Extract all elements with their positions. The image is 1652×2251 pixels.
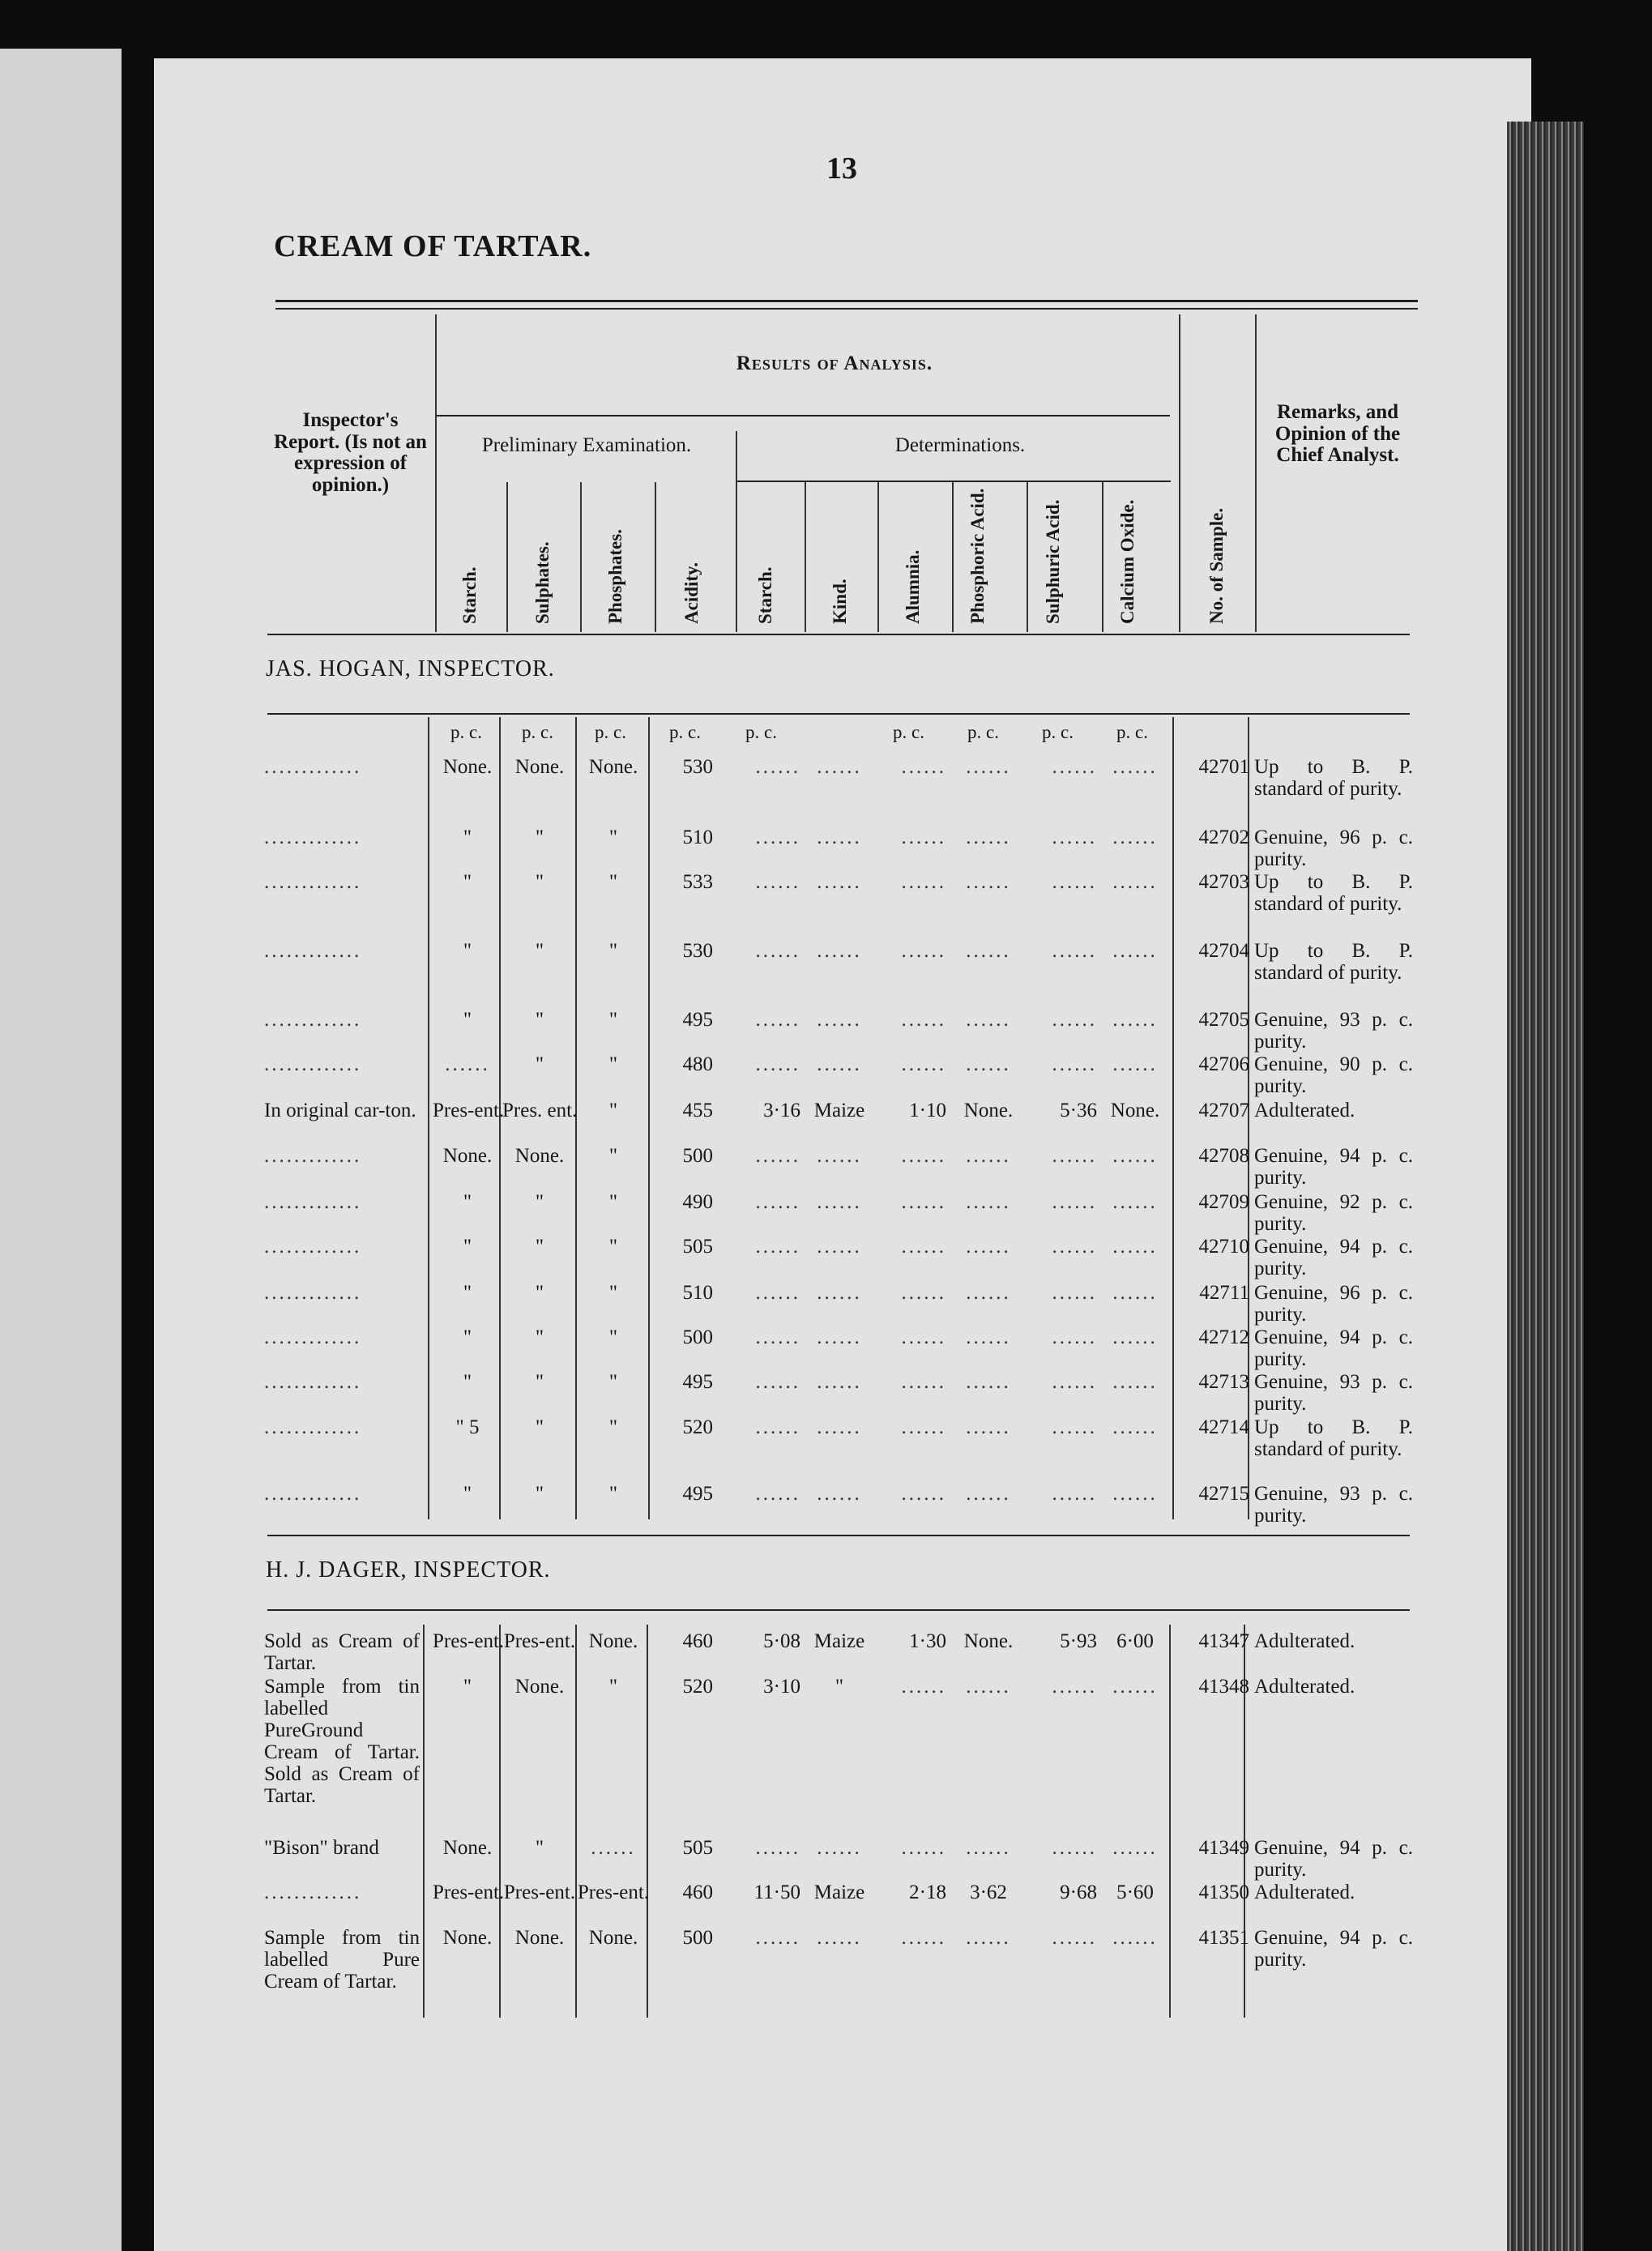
pre-phosphates-cell: ": [608, 1236, 618, 1258]
det-calcium-cell: ......: [1112, 1676, 1158, 1698]
det-sulphuric-cell: ......: [1052, 1282, 1097, 1304]
pre-phosphates-cell: ": [608, 1009, 618, 1031]
col-det-starch: Starch.: [755, 566, 775, 624]
det-phosphoric-cell: ......: [966, 1927, 1011, 1949]
col-no-of-sample: No. of Sample.: [1206, 507, 1227, 624]
det-starch-cell: ......: [755, 1145, 800, 1167]
sample-number-cell: 41347: [1198, 1630, 1249, 1652]
remarks-cell: Adulterated.: [1254, 1676, 1355, 1698]
det-phosphoric-cell: ......: [966, 1326, 1011, 1348]
acidity-cell: 490: [682, 1191, 713, 1213]
det-sulphuric-cell: 5·36: [1060, 1100, 1097, 1121]
sample-number-cell: 42706: [1198, 1053, 1249, 1075]
sample-number-cell: 42705: [1198, 1009, 1249, 1031]
pre-sulphates-cell: ": [535, 1191, 544, 1213]
det-calcium-cell: ......: [1112, 1371, 1158, 1393]
det-starch-cell: ......: [755, 1326, 800, 1348]
unit-label: p. c.: [669, 722, 701, 742]
remarks-cell: Genuine, 92 p. c. purity.: [1254, 1191, 1413, 1235]
acidity-cell: 530: [682, 940, 713, 962]
inspector-report-cell: .............: [264, 1009, 362, 1031]
det-kind-cell: ......: [817, 1371, 862, 1393]
pre-starch-cell: Pres-ent.: [433, 1100, 505, 1121]
det-alumnia-cell: ......: [901, 1236, 946, 1258]
det-sulphuric-cell: ......: [1052, 1236, 1097, 1258]
unit-label: p. c.: [522, 722, 553, 742]
pre-sulphates-cell: ": [535, 1416, 544, 1438]
det-sulphuric-cell: 5·93: [1060, 1630, 1097, 1652]
unit-label: p. c.: [893, 722, 924, 742]
book-page-edges: [1507, 122, 1584, 2251]
pre-sulphates-cell: ": [535, 1282, 544, 1304]
det-calcium-cell: ......: [1112, 1053, 1158, 1075]
pre-phosphates-cell: Pres-ent.: [577, 1882, 650, 1903]
det-kind-cell: ......: [817, 1053, 862, 1075]
pre-phosphates-cell: ": [608, 1191, 618, 1213]
det-alumnia-cell: 1·10: [909, 1100, 946, 1121]
pre-starch-cell: Pres-ent.: [433, 1882, 505, 1903]
section-inspector-dager: H. J. DAGER, INSPECTOR.: [266, 1557, 551, 1583]
pre-sulphates-cell: ": [535, 1236, 544, 1258]
pre-sulphates-cell: ": [535, 871, 544, 893]
det-starch-cell: ......: [755, 1191, 800, 1213]
unit-label: p. c.: [745, 722, 777, 742]
inspector-report-cell: .............: [264, 1145, 362, 1167]
section-inspector-hogan: JAS. HOGAN, INSPECTOR.: [266, 656, 555, 681]
acidity-cell: 500: [682, 1927, 713, 1949]
inspector-report-cell: Sample from tin labelled PureGround Cream of Tartar. Sold as Cream of Tartar.: [264, 1676, 420, 1807]
pre-phosphates-cell: ": [608, 1145, 618, 1167]
pre-sulphates-cell: ": [535, 1009, 544, 1031]
det-alumnia-cell: ......: [901, 1326, 946, 1348]
acidity-cell: 500: [682, 1145, 713, 1167]
pre-phosphates-cell: ": [608, 940, 618, 962]
det-alumnia-cell: ......: [901, 1191, 946, 1213]
det-alumnia-cell: ......: [901, 1371, 946, 1393]
pre-phosphates-cell: ": [608, 1100, 618, 1121]
sample-number-cell: 42711: [1199, 1282, 1249, 1304]
det-sulphuric-cell: ......: [1052, 940, 1097, 962]
det-sulphuric-cell: ......: [1052, 1371, 1097, 1393]
sample-number-cell: 42710: [1198, 1236, 1249, 1258]
det-starch-cell: ......: [755, 1837, 800, 1859]
pre-phosphates-cell: ": [608, 1282, 618, 1304]
det-sulphuric-cell: ......: [1052, 1191, 1097, 1213]
det-alumnia-cell: ......: [901, 1416, 946, 1438]
remarks-cell: Up to B. P. standard of purity.: [1254, 871, 1413, 915]
det-alumnia-cell: ......: [901, 1053, 946, 1075]
page-number: 13: [826, 152, 857, 186]
det-calcium-cell: ......: [1112, 871, 1158, 893]
pre-phosphates-cell: None.: [588, 756, 638, 778]
det-sulphuric-cell: ......: [1052, 871, 1097, 893]
det-phosphoric-cell: ......: [966, 1053, 1011, 1075]
unit-label: p. c.: [1042, 722, 1074, 742]
pre-starch-cell: ": [463, 871, 472, 893]
det-phosphoric-cell: None.: [963, 1630, 1014, 1652]
det-alumnia-cell: ......: [901, 756, 946, 778]
sample-number-cell: 41350: [1198, 1882, 1249, 1903]
inspector-report-header: Inspector's Report. (Is not an expression of opinion.): [274, 409, 427, 496]
page-title: CREAM OF TARTAR.: [274, 229, 592, 263]
acidity-cell: 495: [682, 1483, 713, 1505]
det-calcium-cell: ......: [1112, 1282, 1158, 1304]
det-kind-cell: ......: [817, 1009, 862, 1031]
inspector-report-cell: .............: [264, 1882, 362, 1903]
pre-sulphates-cell: Pres-ent.: [503, 1882, 576, 1903]
pre-phosphates-cell: None.: [588, 1630, 638, 1652]
pre-sulphates-cell: None.: [514, 1927, 565, 1949]
pre-starch-cell: Pres-ent.: [433, 1630, 505, 1652]
sample-number-cell: 42707: [1198, 1100, 1249, 1121]
pre-starch-cell: ": [463, 940, 472, 962]
det-sulphuric-cell: ......: [1052, 1416, 1097, 1438]
det-calcium-cell: ......: [1112, 1326, 1158, 1348]
pre-phosphates-cell: ": [608, 871, 618, 893]
inspector-report-cell: .............: [264, 1236, 362, 1258]
col-det-calcium-oxide: Calcium Oxide.: [1117, 499, 1138, 624]
acidity-cell: 480: [682, 1053, 713, 1075]
det-calcium-cell: ......: [1112, 940, 1158, 962]
det-alumnia-cell: ......: [901, 940, 946, 962]
pre-phosphates-cell: ": [608, 1416, 618, 1438]
det-calcium-cell: ......: [1112, 1483, 1158, 1505]
remarks-cell: Genuine, 90 p. c. purity.: [1254, 1053, 1413, 1097]
sample-number-cell: 42704: [1198, 940, 1249, 962]
pre-sulphates-cell: ": [535, 827, 544, 848]
det-phosphoric-cell: ......: [966, 1282, 1011, 1304]
inspector-report-cell: Sample from tin labelled Pure Cream of Tartar.: [264, 1927, 420, 1993]
det-kind-cell: ......: [817, 1326, 862, 1348]
remarks-cell: Adulterated.: [1254, 1630, 1355, 1652]
acidity-cell: 510: [682, 827, 713, 848]
col-det-alumnia: Alumnia.: [903, 549, 923, 624]
det-kind-cell: Maize: [813, 1630, 865, 1652]
det-calcium-cell: ......: [1112, 1191, 1158, 1213]
det-starch-cell: ......: [755, 1282, 800, 1304]
remarks-cell: Adulterated.: [1254, 1100, 1355, 1121]
pre-phosphates-cell: ": [608, 1676, 618, 1698]
pre-starch-cell: ": [463, 1282, 472, 1304]
det-alumnia-cell: ......: [901, 1282, 946, 1304]
det-sulphuric-cell: ......: [1052, 1009, 1097, 1031]
det-kind-cell: Maize: [813, 1100, 865, 1121]
inspector-report-cell: .............: [264, 1371, 362, 1393]
pre-sulphates-cell: ": [535, 940, 544, 962]
remarks-cell: Genuine, 94 p. c. purity.: [1254, 1927, 1413, 1971]
det-alumnia-cell: ......: [901, 1483, 946, 1505]
remarks-cell: Genuine, 93 p. c. purity.: [1254, 1483, 1413, 1527]
pre-starch-cell: ": [463, 1191, 472, 1213]
det-kind-cell: ......: [817, 756, 862, 778]
det-sulphuric-cell: ......: [1052, 1483, 1097, 1505]
det-starch-cell: 11·50: [753, 1882, 800, 1903]
acidity-cell: 533: [682, 871, 713, 893]
pre-sulphates-cell: ": [535, 1326, 544, 1348]
det-starch-cell: ......: [755, 871, 800, 893]
det-phosphoric-cell: ......: [966, 756, 1011, 778]
inspector-report-cell: .............: [264, 1282, 362, 1304]
det-kind-cell: ......: [817, 1416, 862, 1438]
det-kind-cell: ......: [817, 871, 862, 893]
acidity-cell: 530: [682, 756, 713, 778]
det-phosphoric-cell: ......: [966, 1009, 1011, 1031]
sample-number-cell: 42708: [1198, 1145, 1249, 1167]
sample-number-cell: 41349: [1198, 1837, 1249, 1859]
sample-number-cell: 41351: [1198, 1927, 1249, 1949]
pre-sulphates-cell: Pres. ent.: [502, 1100, 578, 1121]
det-calcium-cell: ......: [1112, 756, 1158, 778]
remarks-cell: Genuine, 94 p. c. purity.: [1254, 1326, 1413, 1370]
det-starch-cell: ......: [755, 1053, 800, 1075]
det-phosphoric-cell: ......: [966, 1145, 1011, 1167]
preliminary-examination-header: Preliminary Examination.: [481, 434, 692, 456]
det-sulphuric-cell: ......: [1052, 1145, 1097, 1167]
sample-number-cell: 42709: [1198, 1191, 1249, 1213]
det-alumnia-cell: ......: [901, 827, 946, 848]
det-calcium-cell: ......: [1112, 1236, 1158, 1258]
inspector-report-cell: .............: [264, 1191, 362, 1213]
inspector-report-cell: .............: [264, 756, 362, 778]
det-starch-cell: 3·10: [763, 1676, 800, 1698]
determinations-header: Determinations.: [894, 434, 1026, 456]
remarks-cell: Up to B. P. standard of purity.: [1254, 1416, 1413, 1460]
det-calcium-cell: ......: [1112, 1927, 1158, 1949]
det-phosphoric-cell: ......: [966, 1191, 1011, 1213]
sample-number-cell: 41348: [1198, 1676, 1249, 1698]
inspector-report-cell: .............: [264, 1326, 362, 1348]
pre-starch-cell: ": [463, 827, 472, 848]
det-alumnia-cell: ......: [901, 1927, 946, 1949]
det-alumnia-cell: ......: [901, 1145, 946, 1167]
det-alumnia-cell: ......: [901, 1837, 946, 1859]
unit-label: p. c.: [1116, 722, 1148, 742]
inspector-report-cell: Sold as Cream of Tartar.: [264, 1630, 420, 1674]
sample-number-cell: 42713: [1198, 1371, 1249, 1393]
det-kind-cell: ......: [817, 1282, 862, 1304]
pre-starch-cell: ": [463, 1236, 472, 1258]
sample-number-cell: 42715: [1198, 1483, 1249, 1505]
pre-starch-cell: ": [463, 1676, 472, 1698]
remarks-cell: Genuine, 93 p. c. purity.: [1254, 1371, 1413, 1415]
remarks-cell: Genuine, 93 p. c. purity.: [1254, 1009, 1413, 1053]
inspector-report-cell: "Bison" brand: [264, 1837, 379, 1859]
acidity-cell: 460: [682, 1630, 713, 1652]
det-sulphuric-cell: ......: [1052, 1837, 1097, 1859]
det-kind-cell: ": [835, 1676, 844, 1698]
pre-starch-cell: ......: [445, 1053, 490, 1075]
det-alumnia-cell: ......: [901, 871, 946, 893]
det-phosphoric-cell: ......: [966, 940, 1011, 962]
det-sulphuric-cell: ......: [1052, 827, 1097, 848]
col-pre-acidity: Acidity.: [681, 562, 702, 624]
det-kind-cell: ......: [817, 1927, 862, 1949]
det-kind-cell: ......: [817, 940, 862, 962]
acidity-cell: 520: [682, 1676, 713, 1698]
acidity-cell: 455: [682, 1100, 713, 1121]
remarks-cell: Genuine, 94 p. c. purity.: [1254, 1236, 1413, 1279]
inspector-report-cell: In original car-ton.: [264, 1100, 416, 1121]
acidity-cell: 495: [682, 1009, 713, 1031]
det-starch-cell: ......: [755, 940, 800, 962]
det-sulphuric-cell: ......: [1052, 756, 1097, 778]
acidity-cell: 460: [682, 1882, 713, 1903]
pre-sulphates-cell: None.: [514, 1145, 565, 1167]
det-kind-cell: Maize: [813, 1882, 865, 1903]
det-phosphoric-cell: ......: [966, 1676, 1011, 1698]
pre-starch-cell: None.: [442, 756, 493, 778]
pre-starch-cell: ": [463, 1483, 472, 1505]
col-det-kind: Kind.: [830, 579, 850, 624]
det-calcium-cell: ......: [1112, 1837, 1158, 1859]
det-kind-cell: ......: [817, 1191, 862, 1213]
acidity-cell: 500: [682, 1326, 713, 1348]
det-starch-cell: ......: [755, 1371, 800, 1393]
pre-starch-cell: None.: [442, 1837, 493, 1859]
det-kind-cell: ......: [817, 827, 862, 848]
det-starch-cell: ......: [755, 756, 800, 778]
remarks-header: Remarks, and Opinion of the Chief Analyst.: [1274, 401, 1401, 466]
det-phosphoric-cell: ......: [966, 827, 1011, 848]
col-pre-starch: Starch.: [459, 566, 480, 624]
det-alumnia-cell: 1·30: [909, 1630, 946, 1652]
pre-sulphates-cell: None.: [514, 756, 565, 778]
sample-number-cell: 42703: [1198, 871, 1249, 893]
det-sulphuric-cell: ......: [1052, 1326, 1097, 1348]
det-starch-cell: ......: [755, 1483, 800, 1505]
remarks-cell: Genuine, 94 p. c. purity.: [1254, 1145, 1413, 1189]
pre-phosphates-cell: ": [608, 827, 618, 848]
det-phosphoric-cell: ......: [966, 1483, 1011, 1505]
det-kind-cell: ......: [817, 1236, 862, 1258]
pre-sulphates-cell: None.: [514, 1676, 565, 1698]
det-sulphuric-cell: ......: [1052, 1927, 1097, 1949]
det-starch-cell: ......: [755, 827, 800, 848]
col-pre-phosphates: Phosphates.: [605, 529, 625, 624]
pre-starch-cell: ": [463, 1009, 472, 1031]
pre-starch-cell: ": [463, 1371, 472, 1393]
pre-phosphates-cell: ": [608, 1053, 618, 1075]
sample-number-cell: 42714: [1198, 1416, 1249, 1438]
inspector-report-cell: .............: [264, 940, 362, 962]
det-phosphoric-cell: ......: [966, 871, 1011, 893]
pre-phosphates-cell: ": [608, 1483, 618, 1505]
inspector-report-cell: .............: [264, 1053, 362, 1075]
acidity-cell: 510: [682, 1282, 713, 1304]
inspector-report-cell: .............: [264, 827, 362, 848]
remarks-cell: Genuine, 96 p. c. purity.: [1254, 1282, 1413, 1326]
det-sulphuric-cell: ......: [1052, 1053, 1097, 1075]
det-sulphuric-cell: 9·68: [1060, 1882, 1097, 1903]
det-sulphuric-cell: ......: [1052, 1676, 1097, 1698]
det-kind-cell: ......: [817, 1837, 862, 1859]
unit-label: p. c.: [967, 722, 999, 742]
pre-starch-cell: None.: [442, 1145, 493, 1167]
col-det-sulphuric-acid: Sulphuric Acid.: [1043, 499, 1063, 624]
det-phosphoric-cell: None.: [963, 1100, 1014, 1121]
det-phosphoric-cell: ......: [966, 1236, 1011, 1258]
pre-phosphates-cell: ": [608, 1326, 618, 1348]
inspector-report-cell: .............: [264, 1483, 362, 1505]
pre-starch-cell: ": [463, 1326, 472, 1348]
det-alumnia-cell: ......: [901, 1676, 946, 1698]
det-kind-cell: ......: [817, 1145, 862, 1167]
acidity-cell: 505: [682, 1236, 713, 1258]
col-pre-sulphates: Sulphates.: [532, 541, 553, 624]
inspector-report-cell: .............: [264, 1416, 362, 1438]
det-starch-cell: ......: [755, 1927, 800, 1949]
sample-number-cell: 42702: [1198, 827, 1249, 848]
pre-starch-cell: None.: [442, 1927, 493, 1949]
det-starch-cell: 3·16: [763, 1100, 800, 1121]
det-phosphoric-cell: ......: [966, 1837, 1011, 1859]
det-calcium-cell: 6·00: [1116, 1630, 1154, 1652]
inspector-report-cell: .............: [264, 871, 362, 893]
pre-sulphates-cell: ": [535, 1483, 544, 1505]
pre-phosphates-cell: ......: [591, 1837, 636, 1859]
det-phosphoric-cell: 3·62: [970, 1882, 1007, 1903]
det-calcium-cell: ......: [1112, 1009, 1158, 1031]
det-starch-cell: 5·08: [763, 1630, 800, 1652]
det-starch-cell: ......: [755, 1416, 800, 1438]
col-det-phosphoric-acid: Phosphoric Acid.: [967, 488, 988, 624]
det-calcium-cell: ......: [1112, 827, 1158, 848]
remarks-cell: Up to B. P. standard of purity.: [1254, 756, 1413, 800]
det-phosphoric-cell: ......: [966, 1371, 1011, 1393]
det-calcium-cell: None.: [1110, 1100, 1160, 1121]
det-alumnia-cell: 2·18: [909, 1882, 946, 1903]
remarks-cell: Genuine, 96 p. c. purity.: [1254, 827, 1413, 870]
det-phosphoric-cell: ......: [966, 1416, 1011, 1438]
pre-sulphates-cell: ": [535, 1837, 544, 1859]
unit-label: p. c.: [595, 722, 626, 742]
unit-label: p. c.: [450, 722, 482, 742]
remarks-cell: Genuine, 94 p. c. purity.: [1254, 1837, 1413, 1881]
det-calcium-cell: ......: [1112, 1416, 1158, 1438]
remarks-cell: Up to B. P. standard of purity.: [1254, 940, 1413, 984]
acidity-cell: 520: [682, 1416, 713, 1438]
results-of-analysis-header: Results of Analysis.: [736, 352, 933, 374]
pre-sulphates-cell: ": [535, 1053, 544, 1075]
det-starch-cell: ......: [755, 1009, 800, 1031]
pre-starch-cell: " 5: [455, 1416, 480, 1438]
det-kind-cell: ......: [817, 1483, 862, 1505]
pre-sulphates-cell: ": [535, 1371, 544, 1393]
det-calcium-cell: ......: [1112, 1145, 1158, 1167]
pre-phosphates-cell: ": [608, 1371, 618, 1393]
adjacent-page-edge: [0, 49, 122, 2251]
pre-sulphates-cell: Pres-ent.: [503, 1630, 576, 1652]
acidity-cell: 495: [682, 1371, 713, 1393]
det-calcium-cell: 5·60: [1116, 1882, 1154, 1903]
det-starch-cell: ......: [755, 1236, 800, 1258]
det-alumnia-cell: ......: [901, 1009, 946, 1031]
remarks-cell: Adulterated.: [1254, 1882, 1355, 1903]
acidity-cell: 505: [682, 1837, 713, 1859]
sample-number-cell: 42712: [1198, 1326, 1249, 1348]
sample-number-cell: 42701: [1198, 756, 1249, 778]
pre-phosphates-cell: None.: [588, 1927, 638, 1949]
